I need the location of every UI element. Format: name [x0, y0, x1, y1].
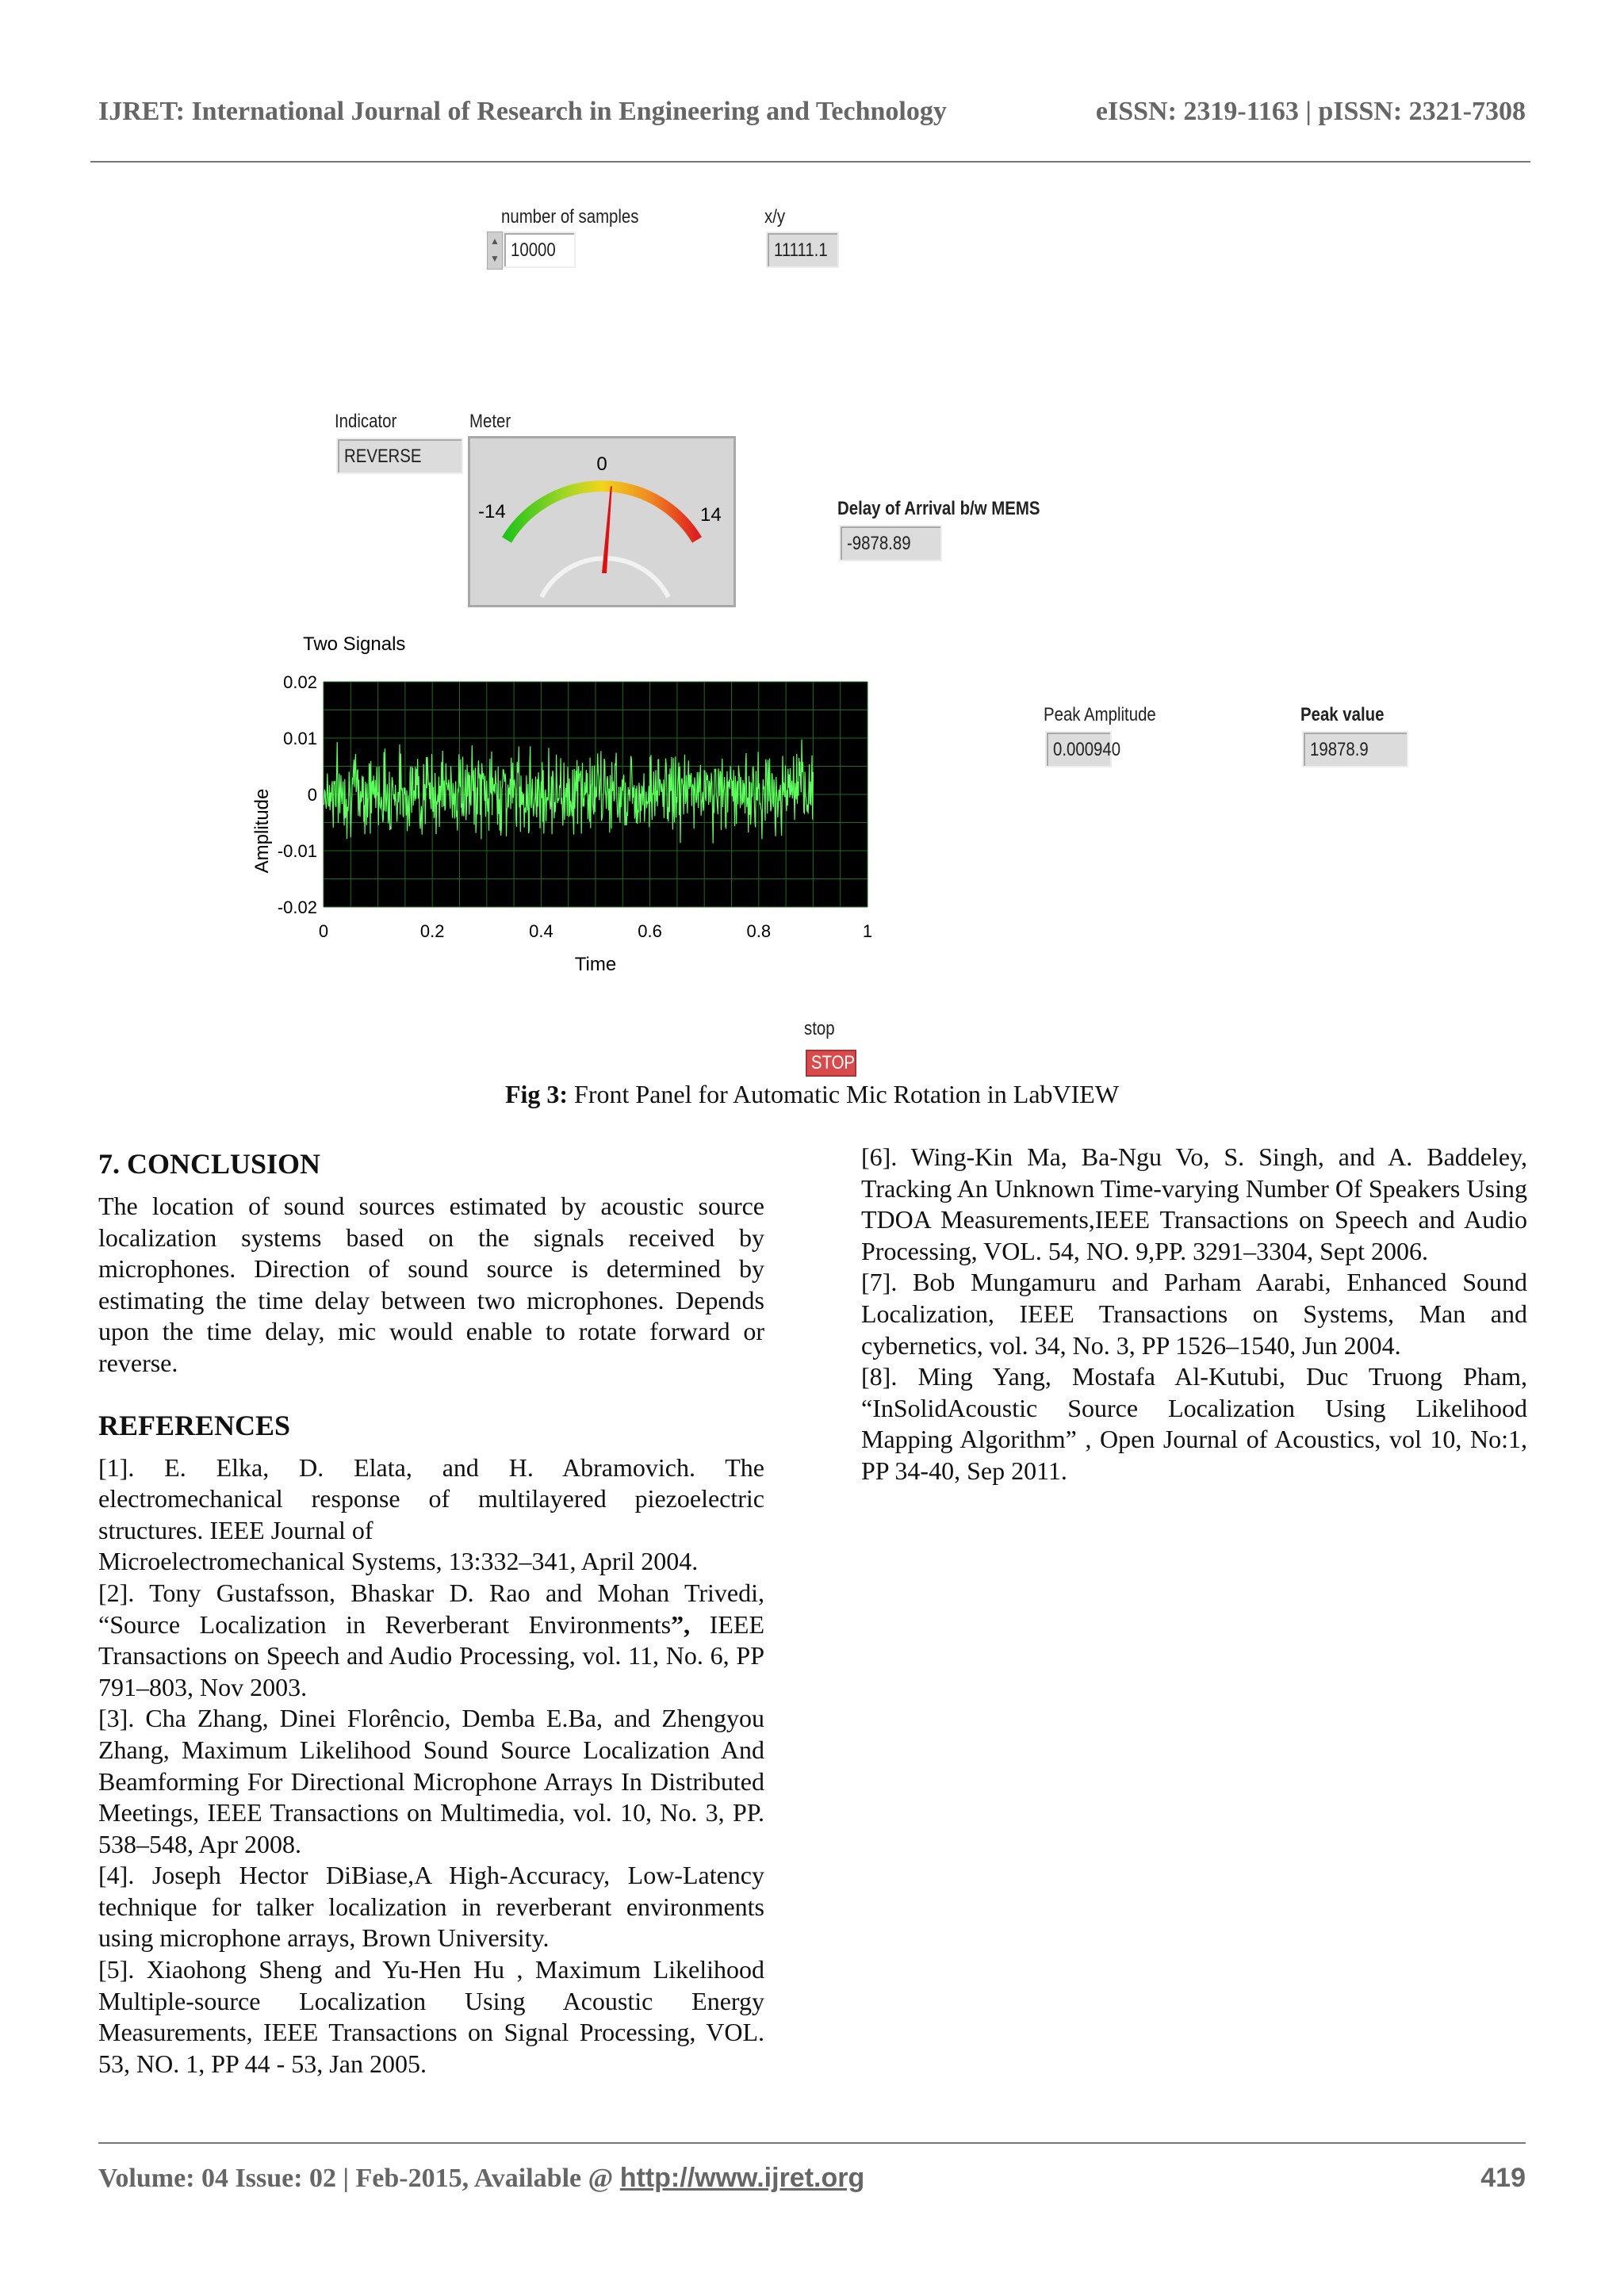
page-number: 419 [1480, 2163, 1526, 2193]
caption-label: Fig 3: [504, 1080, 569, 1108]
x-tick-label: 0.2 [419, 921, 445, 941]
two-signals-chart [244, 626, 926, 1023]
references-heading: REFERENCES [98, 1409, 291, 1441]
reference-2b: IEEE Transactions on Speech and Audio Processing, vol. 11, No. 6, PP 791–803, Nov 2003. [98, 1609, 765, 1701]
conclusion-heading: 7. CONCLUSION [98, 1148, 321, 1180]
footer-rule [98, 2142, 1526, 2144]
stop-button[interactable]: STOP [806, 1050, 856, 1077]
stop-label: stop [804, 1018, 835, 1039]
peak-value-label: Peak value [1300, 704, 1385, 725]
samples-input[interactable]: 10000 [503, 232, 576, 268]
reference-1a: [1]. E. Elka, D. Elata, and H. Abramovich. The electromechanical response of multilayered piezoelectric structures. IEEE Journal of [98, 1452, 764, 1544]
delay-indicator: -9878.89 [839, 525, 942, 561]
x-tick-label: 0 [318, 921, 329, 941]
y-axis-ticks [278, 672, 317, 917]
meter-label: Meter [469, 411, 511, 432]
delay-label: Delay of Arrival b/w MEMS [837, 498, 1040, 519]
y-tick-label: -0.02 [277, 897, 317, 917]
y-tick-label: 0.02 [283, 672, 317, 692]
conclusion-text: The location of sound sources estimated by acoustic source localization systems based on the signals received by microphones. Direction of sound source is determined by estimating the time delay between two microphones. Depends upon the time delay, mic would enable to rotate forward or reverse. [98, 1192, 764, 1377]
right-column [861, 1142, 1527, 1487]
page-header [98, 97, 1526, 144]
page-footer [98, 2163, 1526, 2210]
samples-label: number of samples [501, 206, 639, 228]
x-tick-label: 1 [862, 921, 873, 941]
indicator-display: REVERSE [336, 438, 463, 474]
meter-max-label: 14 [700, 504, 722, 526]
figure-caption [0, 1080, 1624, 1109]
journal-title: IJRET: International Journal of Research in Engineering and Technology [98, 97, 947, 126]
reference-4: [4]. Joseph Hector DiBiase,A High-Accuracy, Low-Latency technique for talker localization in reverberant environments using microphone arrays, Brown University. [98, 1861, 764, 1953]
chart-title: Two Signals [303, 633, 406, 655]
y-axis-label: Amplitude [251, 788, 273, 874]
caption-text: Front Panel for Automatic Mic Rotation in LabVIEW [574, 1080, 1120, 1108]
peak-value-indicator: 19878.9 [1302, 731, 1408, 767]
xy-label: x/y [764, 206, 786, 228]
left-column [98, 1142, 764, 2080]
x-tick-label: 0.6 [638, 921, 662, 941]
reference-2 [98, 1578, 764, 1703]
samples-spinner[interactable]: ▲ ▼ [487, 232, 503, 270]
y-tick-label: -0.01 [277, 841, 317, 861]
reference-3: [3]. Cha Zhang, Dinei Florêncio, Demba E.Ba, and Zhengyou Zhang, Maximum Likelihood Sound Source Localization And Beamforming For Directional Microphone Arrays In Distributed Meetings, IEEE Transactions on Multimedia, vol. 10, No. 3, PP. 538–548, Apr 2008. [98, 1704, 764, 1858]
x-tick-label: 0.4 [529, 921, 553, 941]
labview-front-panel [244, 190, 1434, 1086]
reference-2a: [2]. Tony Gustafsson, Bhaskar D. Rao and Mohan Trivedi, “Source Localization in Reverberant Environments [98, 1578, 764, 1639]
x-axis-ticks [319, 921, 872, 941]
reference-2-quote: ”, [671, 1609, 691, 1639]
x-tick-label: 0.8 [746, 921, 772, 941]
indicator-label: Indicator [335, 411, 397, 432]
reference-1b: Microelectromechanical Systems, 13:332–341, April 2004. [98, 1547, 699, 1576]
x-axis-label: Time [574, 954, 617, 975]
issn: eISSN: 2319-1163 | pISSN: 2321-7308 [1095, 97, 1526, 126]
y-tick-label: 0.01 [283, 729, 317, 748]
header-rule [90, 161, 1530, 163]
meter-zero-label: 0 [596, 453, 607, 475]
meter-gauge [468, 436, 736, 607]
reference-5: [5]. Xiaohong Sheng and Yu-Hen Hu , Maximum Likelihood Multiple-source Localization Using Acoustic Energy Measurements, IEEE Transactions on Signal Processing, VOL. 53, NO. 1, PP 44 - 53, Jan 2005. [98, 1955, 764, 2078]
xy-indicator: 11111.1 [766, 232, 839, 268]
reference-7: [7]. Bob Mungamuru and Parham Aarabi, Enhanced Sound Localization, IEEE Transactions on Systems, Man and cybernetics, vol. 34, No. 3, PP 1526–1540, Jun 2004. [861, 1268, 1527, 1360]
meter-dial [470, 438, 733, 605]
meter-min-label: -14 [478, 501, 506, 522]
y-tick-label: 0 [307, 785, 317, 805]
peak-amplitude-indicator: 0.000940 [1045, 731, 1112, 767]
peak-amplitude-label: Peak Amplitude [1044, 704, 1156, 725]
footer-volume: Volume: 04 Issue: 02 | Feb-2015, Available @ [98, 2164, 620, 2193]
reference-8: [8]. Ming Yang, Mostafa Al-Kutubi, Duc Truong Pham, “InSolidAcoustic Source Localization Using Likelihood Mapping Algorithm” , Open Journal of Acoustics, vol 10, No:1, PP 34-40, Sep 2011. [861, 1362, 1527, 1485]
footer-link[interactable]: http://www.ijret.org [619, 2163, 865, 2193]
reference-6: [6]. Wing-Kin Ma, Ba-Ngu Vo, S. Singh, and A. Baddeley, Tracking An Unknown Time-varying Number Of Speakers Using TDOA Measurements,IEEE Transactions on Speech and Audio Processing, VOL. 54, NO. 9,PP. 3291–3304, Sept 2006. [861, 1142, 1527, 1265]
